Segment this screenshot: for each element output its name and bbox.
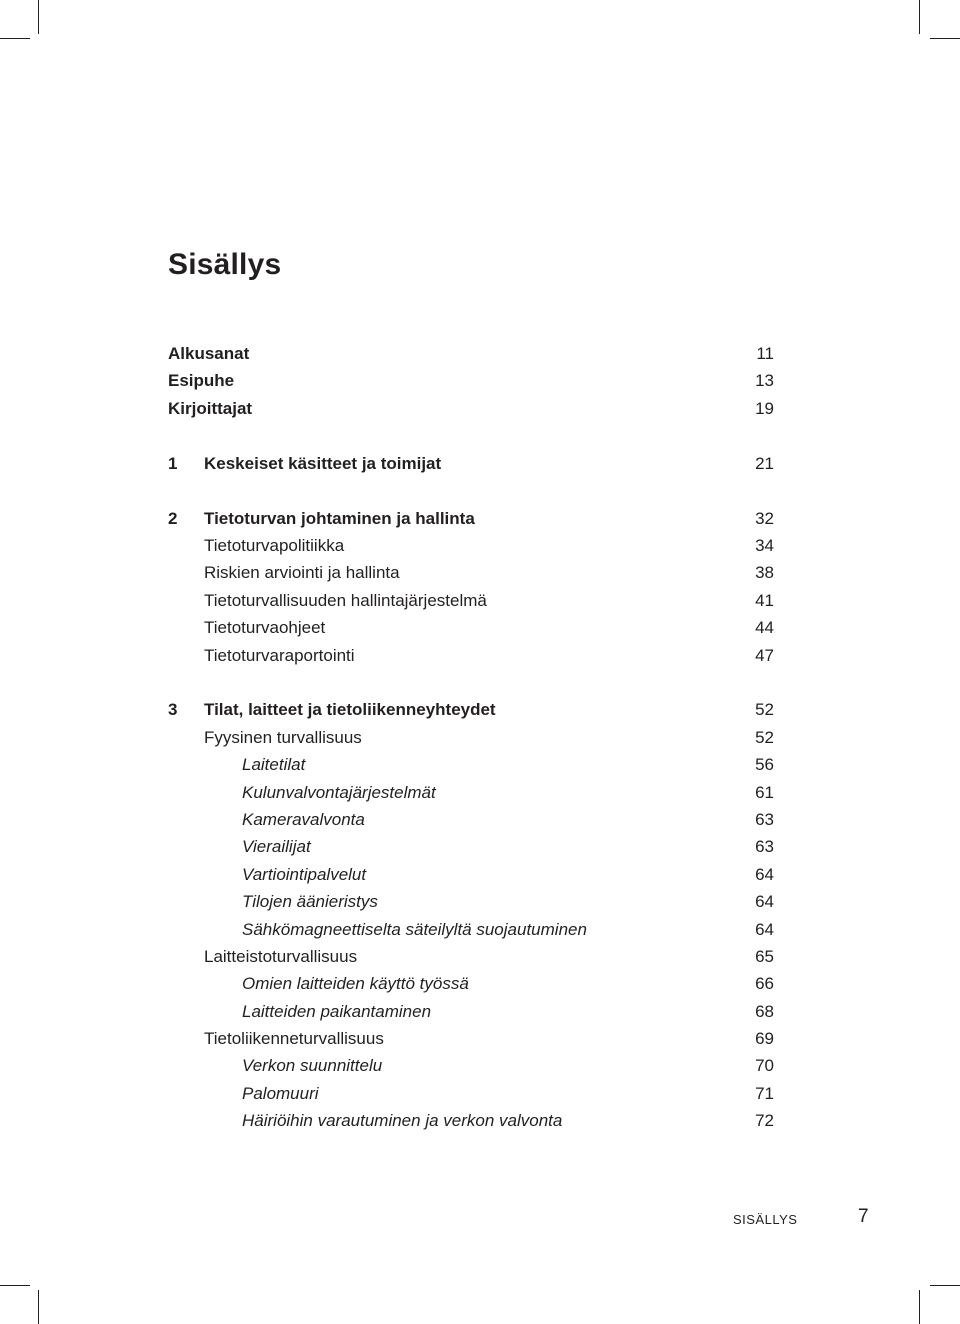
toc-page-number: 19 (755, 398, 774, 418)
toc-entry-title: Tietoturvaraportointi (204, 645, 355, 665)
toc-entry[interactable] (168, 505, 774, 532)
toc-entry[interactable] (168, 559, 774, 586)
toc-entry-title: Tietoturvaohjeet (204, 618, 326, 638)
toc-page-number: 65 (755, 946, 774, 966)
toc-entry-title: Tietoturvapolitiikka (204, 535, 345, 555)
toc-entry-title: Kulunvalvontajärjestelmät (242, 782, 436, 802)
toc-page-number: 63 (755, 837, 774, 857)
toc-entry[interactable] (168, 724, 774, 751)
toc-page-number: 56 (755, 755, 774, 775)
toc-entry[interactable] (168, 696, 774, 723)
page-title: Sisällys (168, 248, 282, 281)
toc-entry[interactable] (168, 614, 774, 641)
toc-entry-title: Tilat, laitteet ja tietoliikenneyhteydet (204, 700, 496, 720)
crop-mark (919, 1290, 920, 1324)
toc-entry-title: Kirjoittajat (168, 398, 253, 418)
toc-entry-title: Vartiointipalvelut (242, 864, 367, 884)
toc-entry[interactable] (168, 916, 774, 943)
toc-entry-title: Tilojen äänieristys (242, 892, 378, 912)
toc-chapter-number: 3 (168, 700, 178, 720)
toc-entry-title: Sähkömagneettiselta säteilyltä suojautuminen (242, 919, 587, 939)
page-number: 7 (858, 1206, 869, 1227)
toc-entry[interactable] (168, 779, 774, 806)
crop-mark (0, 1285, 30, 1286)
toc-page-number: 64 (755, 919, 774, 939)
toc-page-number: 71 (755, 1083, 774, 1103)
crop-mark (930, 38, 960, 39)
toc-page-number: 38 (755, 563, 774, 583)
toc-entry[interactable] (168, 1052, 774, 1079)
toc-entry-title: Tietoliikenneturvallisuus (204, 1029, 384, 1049)
toc-page-number: 70 (755, 1056, 774, 1076)
toc-entry[interactable] (168, 861, 774, 888)
toc-entry[interactable] (168, 395, 774, 422)
toc-entry[interactable] (168, 1107, 774, 1134)
toc-chapter-number: 2 (168, 508, 178, 528)
toc-entry[interactable] (168, 806, 774, 833)
toc-entry-title: Riskien arviointi ja hallinta (204, 563, 400, 583)
toc-page-number: 64 (755, 864, 774, 884)
toc-entry-title: Häiriöihin varautuminen ja verkon valvonta (242, 1111, 563, 1131)
toc-entry[interactable] (168, 532, 774, 559)
toc-entry[interactable] (168, 1080, 774, 1107)
toc-page-number: 52 (755, 727, 774, 747)
toc-page-number: 68 (755, 1001, 774, 1021)
toc-entry-title: Laitteiden paikantaminen (242, 1001, 432, 1021)
toc-page-number: 52 (755, 700, 774, 720)
toc-entry[interactable] (168, 833, 774, 860)
toc-page-number: 34 (755, 535, 774, 555)
running-footer-label: SISÄLLYS (733, 1212, 798, 1227)
toc-entry[interactable] (168, 642, 774, 669)
toc-page-number: 66 (755, 974, 774, 994)
toc-entry[interactable] (168, 367, 774, 394)
toc-entry-title: Laitteistoturvallisuus (204, 946, 358, 966)
toc-entry[interactable] (168, 587, 774, 614)
toc-entry-title: Kameravalvonta (242, 809, 365, 829)
toc-page-number: 47 (755, 645, 774, 665)
toc-page-number: 72 (755, 1111, 774, 1131)
toc-entry[interactable] (168, 998, 774, 1025)
toc-entry[interactable] (168, 1025, 774, 1052)
toc-entry-title: Esipuhe (168, 371, 235, 391)
toc-page-number: 13 (755, 371, 774, 391)
toc-entry[interactable] (168, 751, 774, 778)
toc-page-number: 41 (755, 590, 774, 610)
toc-entry[interactable] (168, 888, 774, 915)
crop-mark (930, 1285, 960, 1286)
toc-entry-title: Tietoturvallisuuden hallintajärjestelmä (204, 590, 487, 610)
toc-entry-title: Laitetilat (242, 755, 306, 775)
toc-chapter-number: 1 (168, 453, 178, 473)
toc-entry-title: Fyysinen turvallisuus (204, 727, 362, 747)
toc-entry[interactable] (168, 970, 774, 997)
crop-mark (38, 1290, 39, 1324)
toc-entry[interactable] (168, 943, 774, 970)
toc-entry-title: Vierailijat (242, 837, 311, 857)
toc-page-number: 63 (755, 809, 774, 829)
toc-page-number: 69 (755, 1029, 774, 1049)
toc-page-number: 64 (755, 892, 774, 912)
toc-page-number: 61 (755, 782, 774, 802)
toc-entry-title: Tietoturvan johtaminen ja hallinta (204, 508, 475, 528)
crop-mark (919, 0, 920, 34)
toc-page-number: 44 (755, 618, 774, 638)
toc-page-number: 32 (755, 508, 774, 528)
toc-entry[interactable] (168, 450, 774, 477)
crop-mark (0, 38, 30, 39)
toc-entry-title: Omien laitteiden käyttö työssä (242, 974, 469, 994)
crop-mark (38, 0, 39, 34)
toc-entry-title: Palomuuri (242, 1083, 319, 1103)
toc-page-number: 21 (755, 453, 774, 473)
toc-entry-title: Verkon suunnittelu (242, 1056, 383, 1076)
toc-entry[interactable] (168, 340, 774, 367)
toc-page-number: 11 (756, 344, 774, 363)
toc-entry-title: Keskeiset käsitteet ja toimijat (204, 453, 442, 473)
table-of-contents (168, 340, 774, 1135)
toc-entry-title: Alkusanat (168, 344, 250, 363)
